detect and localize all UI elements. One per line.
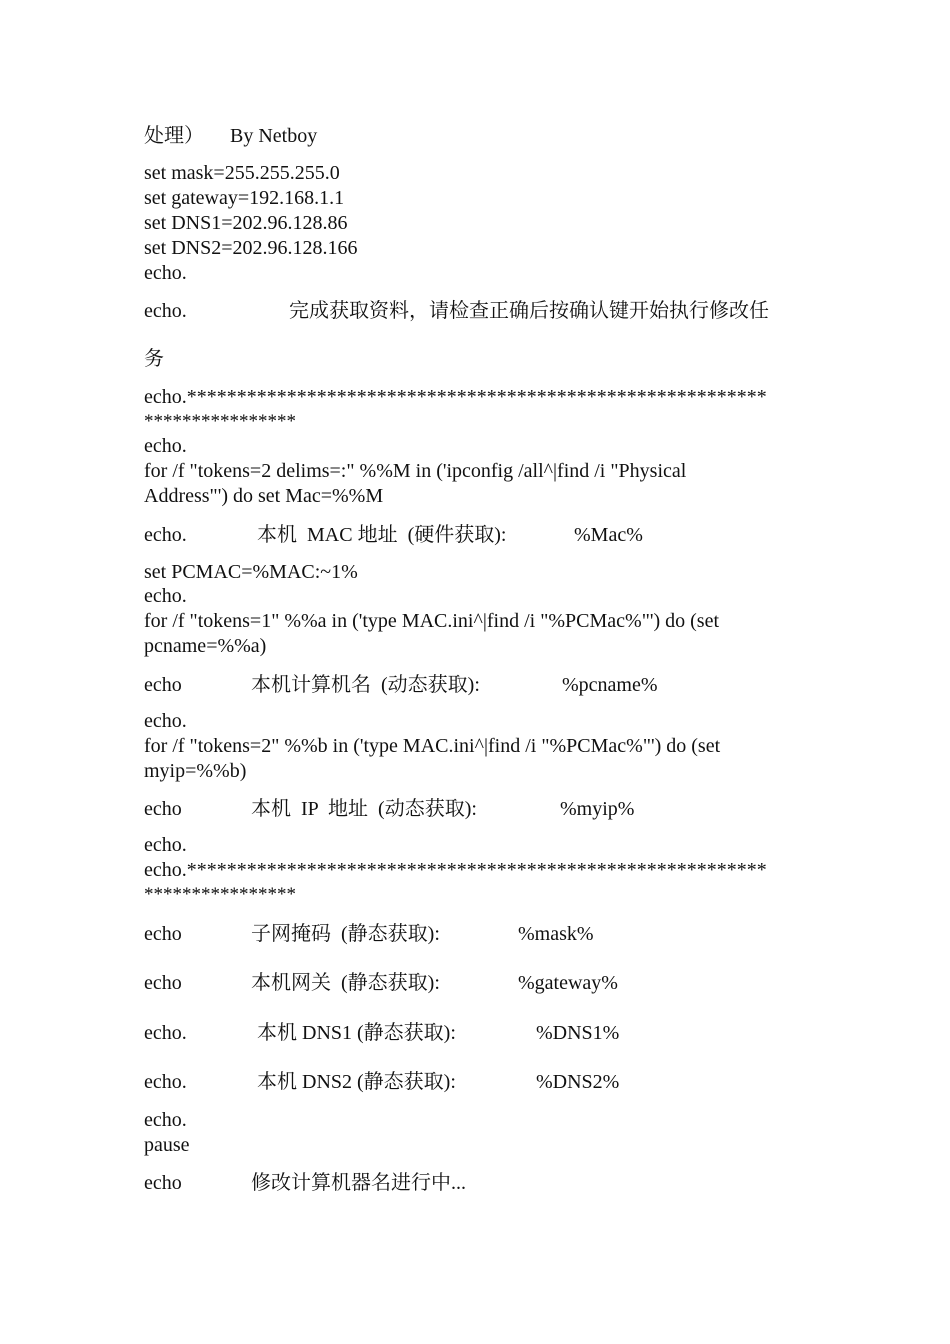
code-line: set gateway=192.168.1.1 [144,187,345,209]
code-line: echo [144,1172,182,1194]
code-line: echo. [144,435,187,457]
code-line: pause [144,1134,190,1156]
heading-fragment: 处理） [144,125,204,147]
separator-line: echo.********************************************************** [144,386,767,408]
code-line: pcname=%%a) [144,635,267,657]
code-line: echo. [144,585,187,607]
code-line: echo. [144,300,187,322]
code-line: set DNS1=202.96.128.86 [144,212,348,234]
label-text: 本机 IP 地址 (动态获取): [251,798,477,820]
label-text: 本机 DNS1 (静态获取): [257,1022,456,1044]
code-line: set mask=255.255.255.0 [144,162,340,184]
code-line: echo. [144,262,187,284]
label-text: 本机 MAC 地址 (硬件获取): [257,524,507,546]
message-text: 完成获取资料，请检查正确后按确认键开始执行修改任 [289,300,769,322]
code-line: for /f "tokens=2 delims=:" %%M in ('ipconfig /all^|find /i "Physical [144,460,687,482]
code-line: echo. [144,834,187,856]
variable-text: %mask% [518,923,594,945]
variable-text: %Mac% [574,524,643,546]
variable-text: %DNS2% [536,1071,620,1093]
separator-line: **************** [144,884,296,905]
code-line: set PCMAC=%MAC:~1% [144,561,358,583]
code-line: echo. [144,524,187,546]
separator-line: **************** [144,411,296,432]
label-text: 本机计算机名 (动态获取): [251,674,480,696]
code-line: echo. [144,1071,187,1093]
code-line: echo. [144,1109,187,1131]
code-line: echo [144,798,182,820]
code-line: echo. [144,710,187,732]
code-line: echo [144,674,182,696]
message-text: 务 [144,348,164,370]
variable-text: %gateway% [518,972,618,994]
code-line: myip=%%b) [144,760,247,782]
label-text: 子网掩码 (静态获取): [251,923,440,945]
variable-text: %pcname% [562,674,658,696]
separator-line: echo.********************************************************** [144,859,767,881]
text-line [144,124,204,149]
code-line: echo. [144,1022,187,1044]
code-line: for /f "tokens=1" %%a in ('type MAC.ini^|find /i "%PCMac%"') do (set [144,610,719,632]
code-line: set DNS2=202.96.128.166 [144,237,358,259]
label-text: 修改计算机器名进行中... [251,1172,466,1194]
code-line: Address"') do set Mac=%%M [144,485,384,507]
code-line: echo [144,972,182,994]
code-line: echo [144,923,182,945]
variable-text: %myip% [560,798,635,820]
label-text: 本机网关 (静态获取): [251,972,440,994]
label-text: 本机 DNS2 (静态获取): [257,1071,456,1093]
code-line: for /f "tokens=2" %%b in ('type MAC.ini^|find /i "%PCMac%"') do (set [144,735,721,757]
author-credit: By Netboy [230,125,318,147]
variable-text: %DNS1% [536,1022,620,1044]
